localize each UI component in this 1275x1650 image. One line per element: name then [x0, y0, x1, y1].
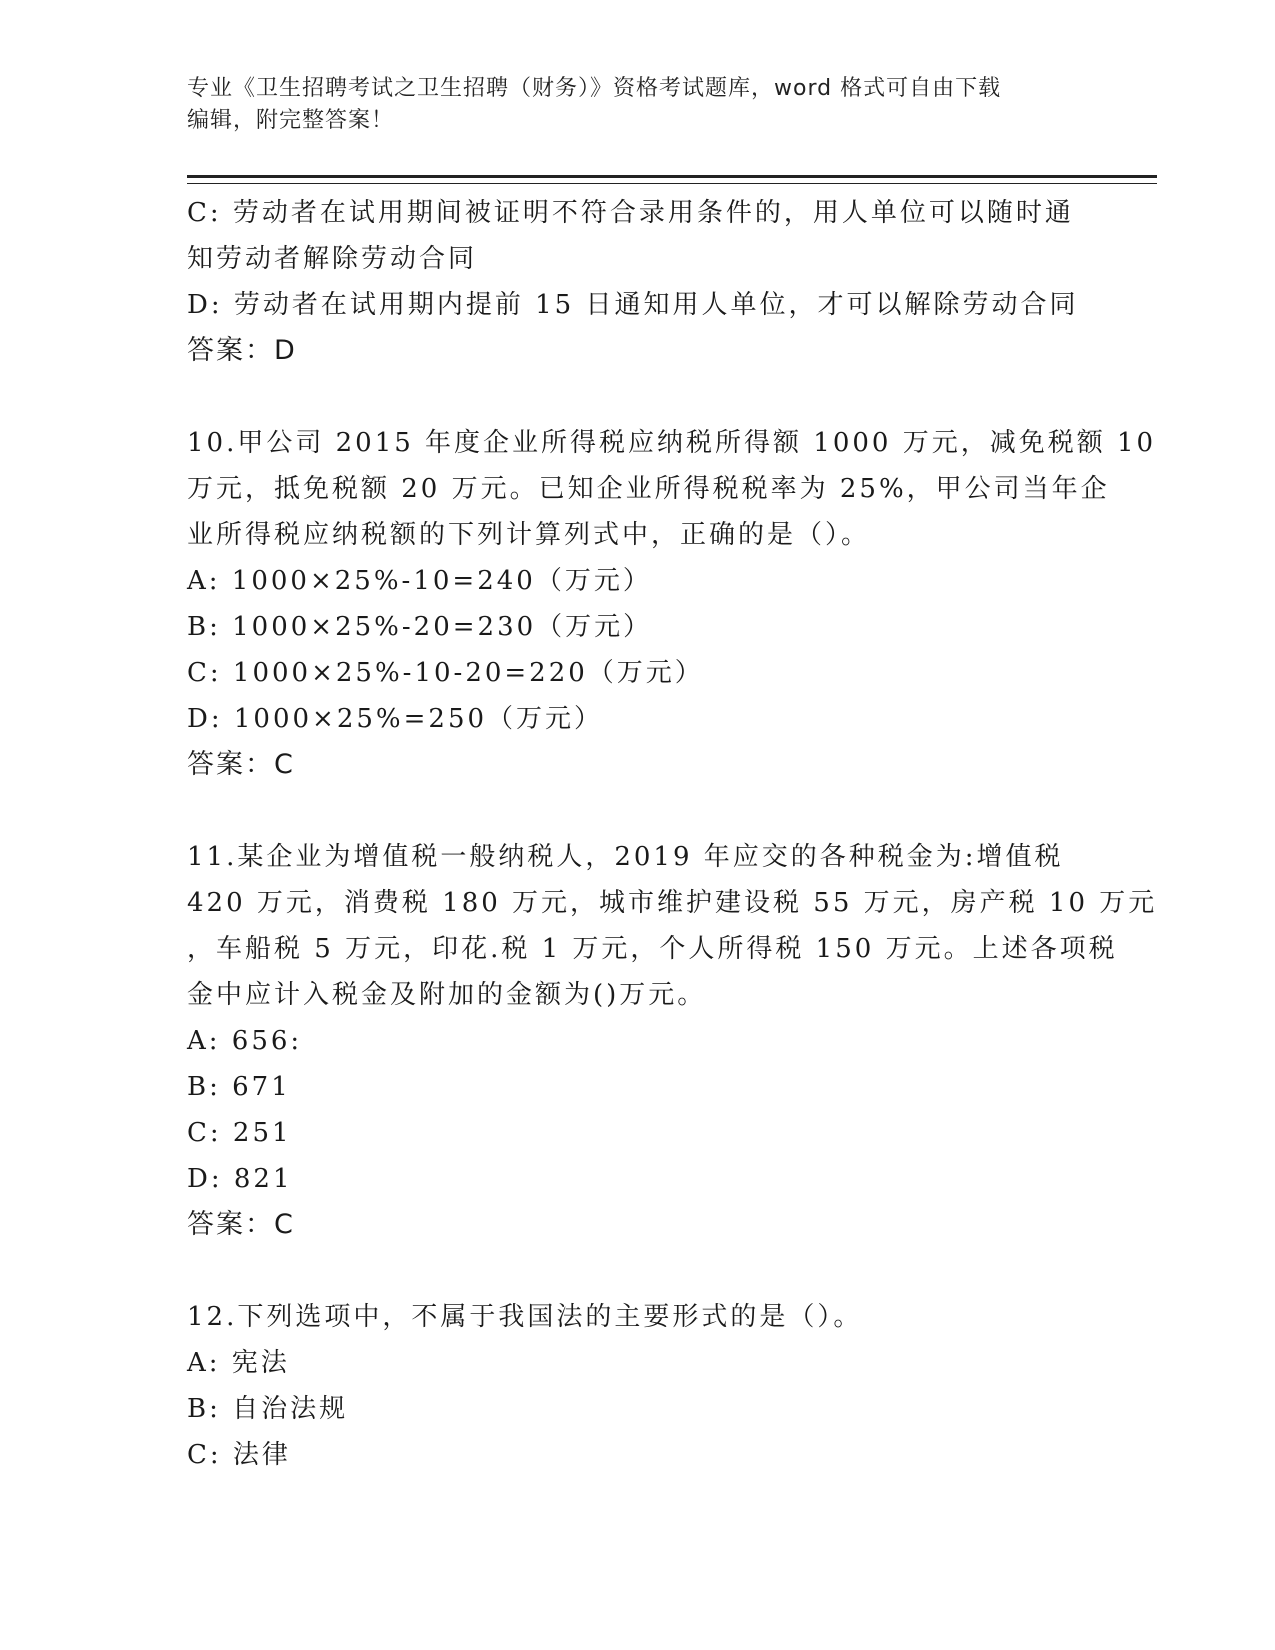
- question-text-line-3: ，车船税 5 万元，印花.税 1 万元，个人所得税 150 万元。上述各项税: [187, 934, 1118, 964]
- header-rule-thick: [187, 175, 1157, 178]
- option-c: C: 法律: [187, 1440, 291, 1470]
- header-rule-thin: [187, 183, 1157, 184]
- option-a: A: 宪法: [187, 1348, 290, 1378]
- question-text-line-1: 10.甲公司 2015 年度企业所得税应纳税所得额 1000 万元，减免税额 10: [187, 428, 1157, 458]
- option-d: D: 1000×25%=250（万元）: [187, 704, 604, 734]
- option-b: B: 671: [187, 1072, 291, 1102]
- answer: 答案：C: [187, 749, 295, 780]
- option-d: D: 821: [187, 1164, 293, 1194]
- option-a: A: 656:: [187, 1026, 303, 1056]
- header-line-2: 编辑，附完整答案！: [187, 108, 395, 133]
- question-content: [187, 190, 1158, 1478]
- question-text-line-3: 业所得税应纳税额的下列计算列式中，正确的是（）。: [187, 520, 871, 550]
- option-b: B: 自治法规: [187, 1394, 349, 1424]
- option-b: B: 1000×25%-20=230（万元）: [187, 612, 653, 642]
- answer: 答案：D: [187, 335, 297, 366]
- option-c-line-1: C: 劳动者在试用期间被证明不符合录用条件的，用人单位可以随时通: [187, 198, 1074, 228]
- question-text-line-1: 11.某企业为增值税一般纳税人，2019 年应交的各种税金为:增值税: [187, 842, 1064, 872]
- answer: 答案：C: [187, 1209, 295, 1240]
- option-a: A: 1000×25%-10=240（万元）: [187, 566, 652, 596]
- question-text-line-1: 12.下列选项中，不属于我国法的主要形式的是（）。: [187, 1302, 863, 1332]
- question-11: [187, 834, 1158, 1248]
- question-text-line-2: 万元，抵免税额 20 万元。已知企业所得税税率为 25%，甲公司当年企: [187, 474, 1110, 504]
- document-header: [187, 73, 1067, 137]
- question-12: [187, 1294, 1087, 1478]
- question-text-line-2: 420 万元，消费税 180 万元，城市维护建设税 55 万元，房产税 10 万元: [187, 888, 1158, 918]
- option-c-line-2: 知劳动者解除劳动合同: [187, 244, 478, 274]
- header-line-1: 专业《卫生招聘考试之卫生招聘（财务）》资格考试题库，word 格式可自由下载: [187, 76, 1002, 101]
- question-9-fragment: [187, 190, 1087, 374]
- question-text-line-4: 金中应计入税金及附加的金额为()万元。: [187, 980, 707, 1010]
- question-10: [187, 420, 1157, 788]
- spacer: [187, 788, 1087, 834]
- spacer: [187, 1248, 1087, 1294]
- option-c: C: 1000×25%-10-20=220（万元）: [187, 658, 704, 688]
- option-d: D: 劳动者在试用期内提前 15 日通知用人单位，才可以解除劳动合同: [187, 290, 1079, 320]
- spacer: [187, 374, 1087, 420]
- option-c: C: 251: [187, 1118, 292, 1148]
